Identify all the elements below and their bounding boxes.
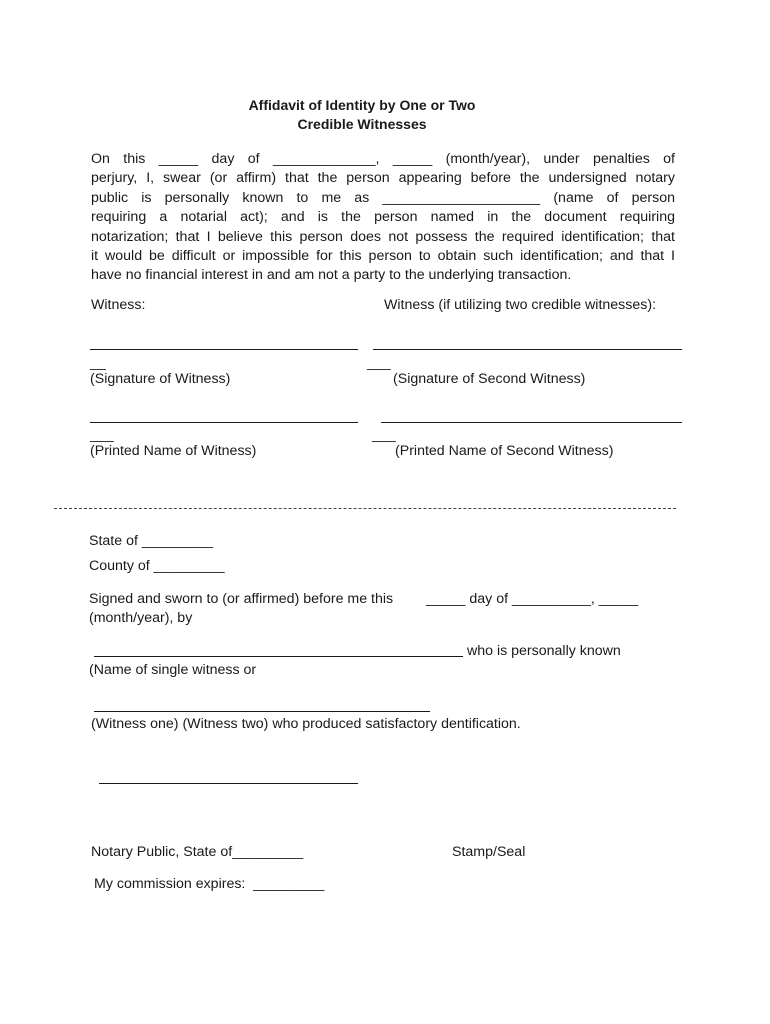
name-line-overflow-left: ___: [90, 427, 114, 443]
intro-line-2: perjury, I, swear (or affirm) that the person appearing before the undersigned notary: [91, 170, 675, 187]
witness-two-printed-name-line[interactable]: [381, 422, 682, 423]
state-of-field: State of _________: [89, 533, 213, 549]
signed-sworn-text: Signed and sworn to (or affirmed) before me this: [89, 591, 394, 607]
intro-line-4: requiring a notarial act); and is the person named in the document requiring: [91, 209, 675, 226]
signature-line-overflow-right: ___: [367, 355, 391, 371]
document-title-line-2: Credible Witnesses: [297, 116, 427, 132]
notary-signature-line[interactable]: [99, 783, 358, 784]
witness-name-line[interactable]: [94, 656, 463, 657]
stamp-seal-label: Stamp/Seal: [452, 844, 526, 860]
intro-paragraph: [91, 150, 675, 286]
witness-two-signature-line[interactable]: [373, 349, 682, 350]
witness-names-line[interactable]: [94, 711, 430, 712]
intro-line-7: have no financial interest in and am not a party to the underlying transaction.: [91, 267, 572, 284]
section-separator: [54, 508, 676, 509]
signed-sworn-month-year: (month/year), by: [89, 610, 193, 626]
intro-line-3: public is personally known to me as ____________________ (name of person: [91, 189, 675, 206]
county-of-field: County of _________: [89, 558, 225, 574]
notary-public-state: Notary Public, State of_________: [91, 844, 304, 860]
witness-one-signature-line[interactable]: [90, 349, 358, 350]
witness-one-signature-caption: (Signature of Witness): [90, 371, 231, 387]
satisfactory-identification-text: (Witness one) (Witness two) who produced satisfactory dentification.: [91, 716, 521, 732]
signature-line-overflow-left: __: [90, 355, 106, 371]
witness-one-printed-name-line[interactable]: [90, 422, 358, 423]
witness-two-label: Witness (if utilizing two credible witnesses):: [384, 297, 657, 313]
document-title-line-1: Affidavit of Identity by One or Two: [248, 97, 476, 113]
name-line-overflow-right: ___: [372, 427, 396, 443]
intro-line-5: notarization; that I believe this person does not possess the required identification; that: [91, 228, 675, 245]
single-witness-text: (Name of single witness or: [89, 662, 257, 678]
signed-sworn-date-blanks: _____ day of __________, _____: [426, 591, 639, 607]
personally-known-text: who is personally known: [467, 643, 621, 659]
witness-two-signature-caption: (Signature of Second Witness): [393, 371, 586, 387]
intro-line-6: it would be difficult or impossible for this person to obtain such identification; and that I: [91, 247, 675, 264]
commission-expires: My commission expires: _________: [94, 876, 325, 892]
witness-two-printed-name-caption: (Printed Name of Second Witness): [395, 443, 614, 459]
witness-one-label: Witness:: [91, 297, 146, 313]
witness-one-printed-name-caption: (Printed Name of Witness): [90, 443, 257, 459]
intro-line-1: On this _____ day of _____________, _____ (month/year), under penalties of: [91, 151, 675, 167]
